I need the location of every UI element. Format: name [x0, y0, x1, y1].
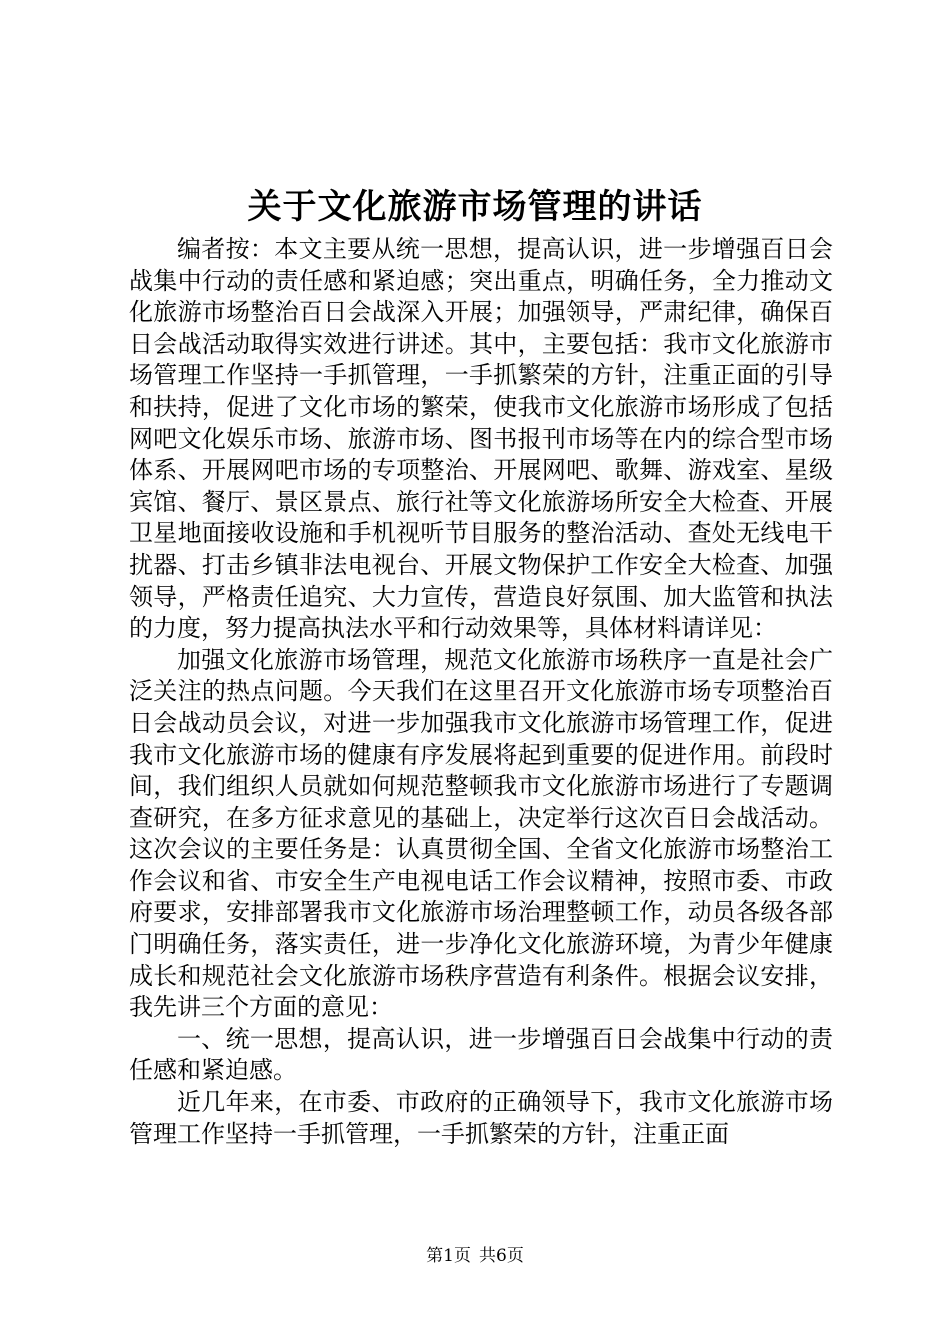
document-title: 关于文化旅游市场管理的讲话 [247, 187, 703, 227]
body-paragraph: 加强文化旅游市场管理，规范文化旅游市场秩序一直是社会广泛关注的热点问题。今天我们在这里召开文化旅游市场专项整治百日会战动员会议，对进一步加强我市文化旅游市场管理工作，促进我市文化旅游市场的健康有序发展将起到重要的促进作用。前段时间，我们组织人员就如何规范整顿我市文化旅游市场进行了专题调查研究，在多方征求意见的基础上，决定举行这次百日会战活动。这次会议的主要任务是：认真贯彻全国、全省文化旅游市场整治工作会议和省、市安全生产电视电话工作会议精神，按照市委、市政府要求，安排部署我市文化旅游市场治理整顿工作，动员各级各部门明确任务，落实责任，进一步净化文化旅游环境，为青少年健康成长和规范社会文化旅游市场秩序营造有利条件。根据会议安排，我先讲三个方面的意见： [129, 645, 833, 1022]
page-number: 第1页 [426, 1246, 471, 1266]
document-body [129, 234, 833, 1150]
page-footer [0, 1244, 950, 1268]
editor-note-paragraph: 编者按：本文主要从统一思想，提高认识，进一步增强百日会战集中行动的责任感和紧迫感；突出重点，明确任务，全力推动文化旅游市场整治百日会战深入开展；加强领导，严肃纪律，确保百日会战活动取得实效进行讲述。其中，主要包括：我市文化旅游市场管理工作坚持一手抓管理，一手抓繁荣的方针，注重正面的引导和扶持，促进了文化市场的繁荣，使我市文化旅游市场形成了包括网吧文化娱乐市场、旅游市场、图书报刊市场等在内的综合型市场体系、开展网吧市场的专项整治、开展网吧、歌舞、游戏室、星级宾馆、餐厅、景区景点、旅行社等文化旅游场所安全大检查、开展卫星地面接收设施和手机视听节目服务的整治活动、查处无线电干扰器、打击乡镇非法电视台、开展文物保护工作安全大检查、加强领导，严格责任追究、大力宣传，营造良好氛围、加大监管和执法的力度，努力提高执法水平和行动效果等，具体材料请详见： [129, 235, 833, 643]
body-paragraph: 近几年来，在市委、市政府的正确领导下，我市文化旅游市场管理工作坚持一手抓管理，一手抓繁荣的方针，注重正面 [129, 1088, 833, 1148]
page-total: 共6页 [479, 1246, 524, 1266]
section-heading-paragraph: 一、统一思想，提高认识，进一步增强百日会战集中行动的责任感和紧迫感。 [129, 1024, 833, 1085]
